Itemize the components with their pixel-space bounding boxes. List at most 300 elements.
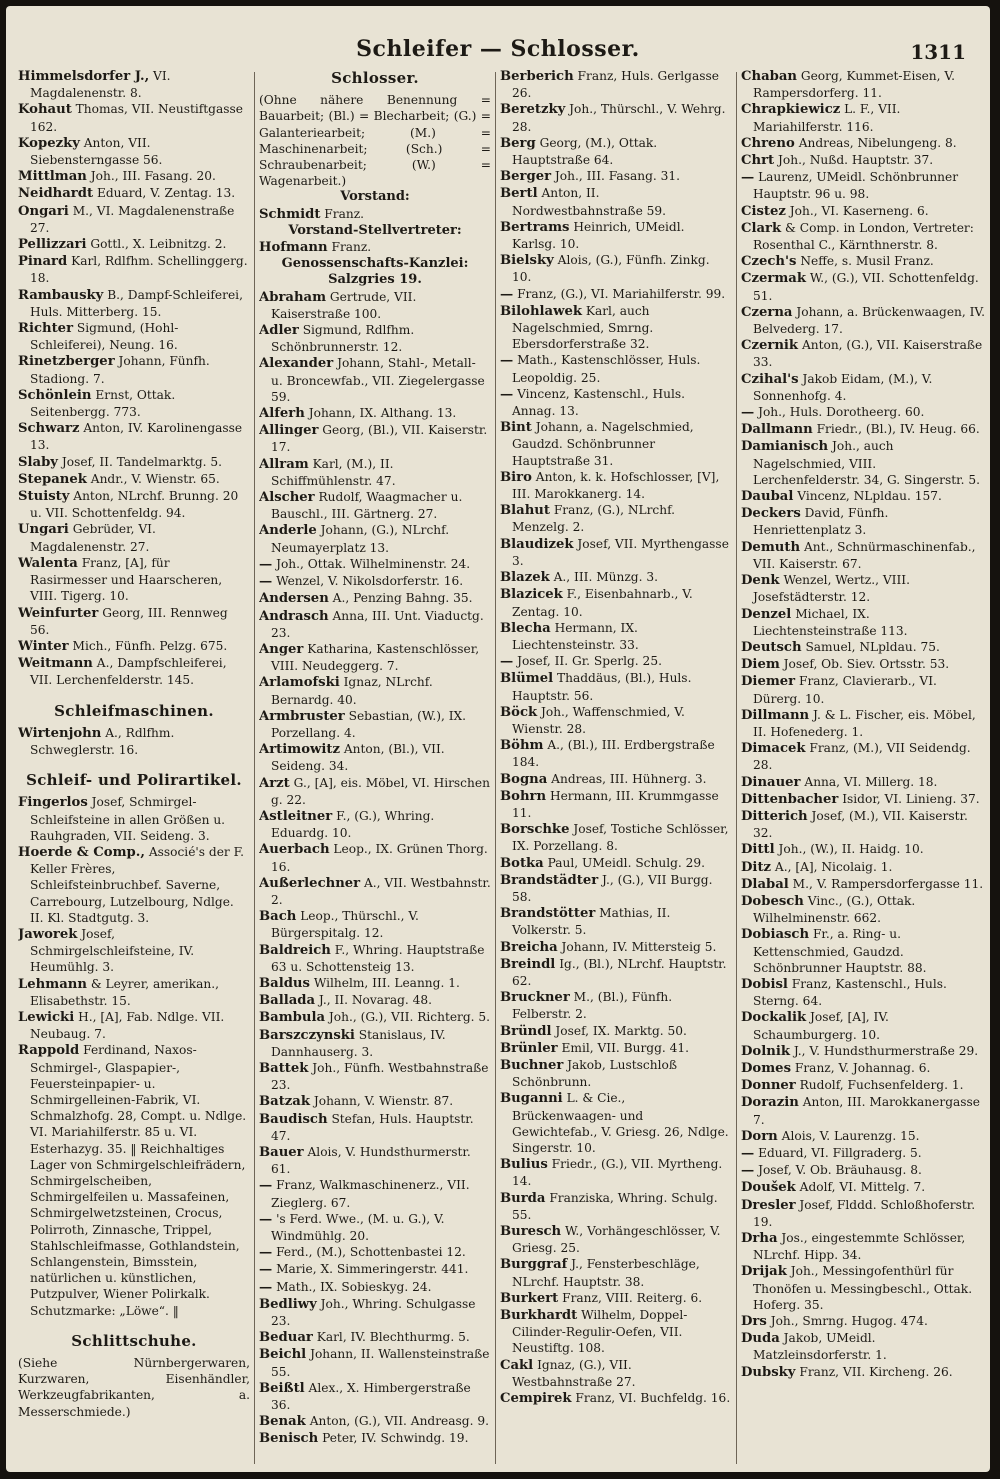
directory-entry	[259, 975, 491, 992]
entry-name: Brandstötter	[500, 906, 596, 922]
directory-entry	[18, 101, 250, 134]
directory-entry	[500, 185, 732, 218]
directory-entry	[741, 505, 985, 538]
entry-name: Baudisch	[259, 1111, 328, 1127]
entry-name: Bulius	[500, 1157, 548, 1173]
entry-name: —	[741, 170, 755, 186]
entry-details: Wilhelm, Doppel-Cilinder-Regulir-Oefen, VII. Neustiftg. 108.	[512, 1308, 688, 1356]
entry-name: Borschke	[500, 822, 570, 838]
entry-name: Chaban	[741, 69, 797, 84]
entry-name: Blahut	[500, 503, 550, 519]
entry-name: Lewicki	[18, 1009, 75, 1025]
entry-name: Czerna	[741, 304, 793, 320]
entry-details: Michael, IX. Liechtensteinstraße 113.	[753, 606, 908, 638]
entry-name: —	[500, 353, 514, 369]
entry-name: Buganni	[500, 1091, 563, 1107]
entry-name: Stuisty	[18, 489, 70, 505]
entry-name: Beißtl	[259, 1380, 305, 1396]
entry-details: Associé's der F. Keller Frères, Schleifsteinbruchbef. Saverne, Carrebourg, Lutzelbourg, Ndlge. II. Kl. Stadtgutg. 3.	[30, 844, 245, 925]
entry-name: Ungari	[18, 522, 69, 538]
entry-name: —	[259, 556, 273, 572]
directory-entry	[18, 844, 250, 926]
entry-details: Adolf, VI. Mittelg. 7.	[799, 1180, 926, 1195]
entry-name: Richter	[18, 321, 74, 337]
entry-name: Slaby	[18, 454, 58, 470]
entry-name: Bint	[500, 420, 532, 436]
directory-entry	[500, 670, 732, 703]
entry-details: Franz, Kastenschl., Huls. Sterng. 64.	[753, 976, 947, 1009]
entry-name: Chrapkiewicz	[741, 102, 841, 118]
directory-entry	[259, 1380, 491, 1413]
entry-details: Alex., X. Himbergerstraße 36.	[271, 1380, 471, 1413]
entry-details: Franz.	[331, 240, 372, 255]
entry-details: M., (Bl.), Fünfh. Felberstr. 2.	[512, 990, 673, 1022]
entry-details: Joh., auch Nagelschmied, VIII. Lerchenfelderstr. 34, G. Singerstr. 5.	[753, 439, 980, 487]
directory-entry	[500, 386, 732, 419]
entry-name: Benak	[259, 1414, 306, 1430]
entry-details: Anna, VI. Millerg. 18.	[804, 774, 938, 789]
directory-entry	[259, 573, 491, 590]
directory-entry	[500, 419, 732, 469]
entry-name: Bründl	[500, 1023, 552, 1039]
entry-name: Neidhardt	[18, 186, 94, 202]
entry-name: Deckers	[741, 506, 801, 522]
entry-details: Joh., Waffenschmied, V. Wienstr. 28.	[512, 704, 685, 736]
entry-name: Dimacek	[741, 741, 806, 757]
entry-name: Böck	[500, 704, 538, 720]
entry-details: Jakob, UMeidl. Matzleinsdorferstr. 1.	[753, 1331, 887, 1363]
entry-name: Außerlechner	[259, 875, 361, 891]
entry-details: Franz.	[324, 206, 364, 221]
directory-entry	[259, 206, 491, 223]
entry-name: Bogna	[500, 771, 548, 787]
entry-name: —	[500, 286, 514, 302]
entry-name: Dresler	[741, 1197, 796, 1213]
directory-entry	[741, 1162, 985, 1179]
entry-details: Anna, III. Unt. Viaductg. 23.	[271, 608, 484, 640]
directory-entry	[500, 101, 732, 134]
entry-details: A., (Bl.), III. Erdbergstraße 184.	[512, 738, 715, 770]
directory-entry	[259, 405, 491, 422]
entry-details: Karl, IV. Blechthurmg. 5.	[316, 1330, 470, 1345]
directory-entry	[18, 387, 250, 420]
entry-name: Stepanek	[18, 471, 87, 487]
entry-details: Johann, Fünfh. Stadiong. 7.	[30, 354, 210, 386]
directory-entry	[741, 101, 985, 134]
directory-entry	[741, 421, 985, 438]
entry-name: Cempirek	[500, 1391, 572, 1407]
entry-details: Alois, V. Hundsthurmerstr. 61.	[271, 1145, 471, 1177]
directory-entry	[18, 287, 250, 320]
entry-name: Cakl	[500, 1357, 534, 1373]
entry-name: Ditz	[741, 859, 772, 875]
directory-entry	[18, 68, 250, 101]
entry-details: Emil, VII. Burgg. 41.	[561, 1040, 690, 1055]
directory-entry	[741, 1197, 985, 1230]
directory-entry	[259, 708, 491, 741]
directory-entry	[741, 976, 985, 1009]
entry-details: Johann, IX. Althang. 13.	[308, 406, 457, 421]
directory-entry	[18, 1009, 250, 1042]
entry-name: Pellizzari	[18, 237, 87, 253]
entry-details: M., VI. Magdalenenstraße 27.	[30, 203, 235, 235]
directory-entry	[741, 1145, 985, 1162]
directory-entry	[741, 673, 985, 706]
directory-entry	[500, 788, 732, 821]
entry-name: Hofmann	[259, 240, 328, 256]
directory-entry	[500, 1223, 732, 1256]
entry-name: Allinger	[259, 423, 319, 439]
entry-name: Schwarz	[18, 421, 80, 437]
entry-name: Clark	[741, 220, 782, 236]
directory-entry	[500, 1057, 732, 1090]
directory-entry	[741, 169, 985, 202]
entry-name: Anger	[259, 641, 304, 657]
page-title: Schleifer — Schlosser.	[356, 36, 640, 62]
section-note: (Ohne nähere Benennung = Bauarbeit; (Bl.) = Blecharbeit; (G.) = Galanteriearbeit; (M.) = Maschinenarbeit; (Sch.) = Schraubenarbeit; (W.) = Wagenarbeit.)	[259, 93, 491, 189]
entry-name: Adler	[259, 323, 299, 339]
directory-entry	[500, 704, 732, 737]
entry-details: Josef, IX. Marktg. 50.	[555, 1023, 687, 1038]
entry-name: Bambula	[259, 1010, 326, 1026]
entry-name: Batzak	[259, 1094, 310, 1110]
entry-details: Alois, (G.), Fünfh. Zinkg. 10.	[512, 253, 710, 285]
entry-name: Benisch	[259, 1431, 319, 1447]
entry-name: Dlabal	[741, 876, 789, 892]
entry-name: Daubal	[741, 489, 794, 505]
entry-details: Heinrich, UMeidl. Karlsg. 10.	[512, 219, 685, 252]
entry-details: Josef, [A], IV. Schaumburgerg. 10.	[753, 1010, 889, 1042]
entry-name: Bauer	[259, 1145, 304, 1160]
entry-details: J., II. Novarag. 48.	[318, 993, 433, 1008]
directory-entry	[259, 1060, 491, 1093]
entry-details: Rudolf, Fuchsenfelderg. 1.	[799, 1078, 964, 1093]
entry-name: Blazek	[500, 570, 550, 586]
directory-entry	[259, 1027, 491, 1060]
directory-entry	[18, 1042, 250, 1318]
directory-entry	[500, 286, 732, 303]
entry-details: M., V. Rampersdorfergasse 11.	[792, 876, 984, 891]
entry-details: Ignaz, (G.), VII. Westbahnstraße 27.	[512, 1357, 636, 1389]
entry-details: Jakob, Lustschloß Schönbrunn.	[512, 1057, 677, 1090]
entry-details: Josef, (M.), VII. Kaiserstr. 32.	[753, 808, 968, 841]
directory-entry	[18, 320, 250, 353]
directory-entry	[259, 741, 491, 774]
entry-name: Dittl	[741, 842, 775, 858]
directory-entry	[741, 1330, 985, 1363]
entry-name: Denk	[741, 573, 780, 589]
entry-details: Wilhelm, III. Leanng. 1.	[313, 975, 460, 990]
entry-name: Buresch	[500, 1224, 562, 1240]
entry-name: Ongari	[18, 203, 69, 219]
entry-name: Rappold	[18, 1043, 80, 1059]
entry-details: Sigmund, Rdlfhm. Schönbrunnerstr. 12.	[271, 323, 415, 355]
entry-details: Vincenz, Kastenschl., Huls. Annag. 13.	[512, 386, 685, 419]
entry-details: G., [A], eis. Möbel, VI. Hirschen g. 22.	[271, 775, 490, 807]
entry-name: Dorazin	[741, 1095, 799, 1111]
directory-entry	[741, 876, 985, 893]
entry-details: Karl, auch Nagelschmied, Smrng. Ebersdorferstraße 32.	[512, 303, 654, 352]
directory-entry	[259, 239, 491, 256]
entry-details: Friedr., (G.), VII. Myrtheng. 14.	[512, 1157, 723, 1189]
directory-entry	[259, 456, 491, 489]
entry-name: Domes	[741, 1060, 792, 1076]
directory-entry	[741, 488, 985, 505]
entry-name: Wirtenjohn	[18, 725, 102, 741]
entry-name: Brünler	[500, 1040, 558, 1056]
entry-details: Franz, Walkmaschinenerz., VII. Zieglerg. 67.	[271, 1178, 470, 1210]
entry-name: Schönlein	[18, 387, 92, 403]
entry-name: Buchner	[500, 1057, 564, 1073]
entry-details: Stefan, Huls. Hauptstr. 47.	[271, 1111, 474, 1143]
entry-name: Dobesch	[741, 893, 804, 909]
directory-entry	[259, 1009, 491, 1026]
entry-name: Rambausky	[18, 287, 104, 303]
running-head	[6, 6, 990, 68]
directory-entry	[18, 926, 250, 976]
directory-entry	[500, 956, 732, 989]
entry-name: Blaudizek	[500, 536, 574, 552]
entry-name: —	[259, 1262, 273, 1278]
directory-page	[6, 6, 990, 1472]
entry-details: Franziska, Whring. Schulg. 55.	[512, 1190, 718, 1222]
entry-name: Barszczynski	[259, 1027, 355, 1043]
entry-name: Arzt	[259, 775, 290, 791]
entry-details: Friedr., (Bl.), IV. Heug. 66.	[816, 422, 980, 437]
entry-details: Jos., eingestemmte Schlösser, NLrchf. Hipp. 34.	[753, 1231, 966, 1263]
entry-details: Alois, V. Laurenzg. 15.	[781, 1128, 920, 1143]
directory-entry	[500, 939, 732, 956]
entry-name: Beduar	[259, 1330, 313, 1346]
directory-entry	[18, 353, 250, 386]
entry-details: Eduard, V. Zentag. 13.	[96, 186, 236, 201]
directory-entry	[741, 1060, 985, 1077]
directory-entry	[500, 303, 732, 353]
entry-name: Alexander	[259, 356, 334, 372]
directory-entry	[500, 872, 732, 905]
entry-details: Anton, II. Nordwestbahnstraße 59.	[512, 186, 667, 218]
directory-entry	[259, 1093, 491, 1110]
entry-name: Bielsky	[500, 253, 554, 269]
entry-details: Johann, IV. Mittersteig 5.	[561, 939, 717, 954]
entry-details: Jakob Eidam, (M.), V. Sonnenhofg. 4.	[753, 371, 933, 403]
entry-details: Karl, Rdlfhm. Schellinggerg. 18.	[30, 254, 248, 286]
directory-entry	[18, 521, 250, 554]
entry-name: Drs	[741, 1314, 767, 1330]
section-heading: Schleif- und Polirartikel.	[26, 771, 242, 790]
directory-entry	[18, 203, 250, 236]
entry-details: Andreas, Nibelungeng. 8.	[798, 135, 957, 150]
entry-details: Georg, (Bl.), VII. Kaiserstr. 17.	[271, 423, 488, 455]
directory-entry	[500, 1357, 732, 1390]
entry-details: Vinc., (G.), Ottak. Wilhelminenstr. 662.	[753, 893, 916, 926]
directory-entry	[18, 420, 250, 453]
directory-entry	[741, 203, 985, 220]
entry-name: Beichl	[259, 1347, 307, 1363]
entry-details: Thomas, VII. Neustiftgasse 162.	[30, 102, 243, 134]
entry-name: —	[259, 1178, 273, 1194]
directory-entry	[741, 1230, 985, 1263]
subheading: Vorstand-Stellvertreter:	[288, 222, 462, 238]
directory-entry	[259, 908, 491, 941]
entry-name: Drha	[741, 1231, 778, 1247]
directory-entry	[741, 1179, 985, 1196]
directory-entry	[18, 605, 250, 638]
entry-details: Rudolf, Waagmacher u. Bauschl., III. Gärtnerg. 27.	[271, 490, 463, 522]
directory-entry	[259, 1177, 491, 1210]
entry-details: J. & L. Fischer, eis. Möbel, II. Hofenederg. 1.	[753, 707, 976, 739]
entry-details: Hermann, III. Krummgasse 11.	[512, 788, 719, 820]
directory-entry	[741, 135, 985, 152]
entry-name: Bedliwy	[259, 1296, 317, 1312]
entry-details: A., Dampfschleiferei, VII. Lerchenfelderstr. 145.	[30, 656, 227, 688]
entry-name: Berg	[500, 135, 536, 151]
entry-name: Alscher	[259, 490, 315, 506]
entry-details: Anton, (Bl.), VII. Seideng. 34.	[271, 742, 445, 774]
directory-entry	[741, 774, 985, 791]
entry-details: Ernst, Ottak. Seitenbergg. 773.	[30, 387, 176, 420]
entry-name: —	[741, 1146, 755, 1161]
directory-entry	[500, 1190, 732, 1223]
subheading: Genossenschafts-Kanzlei:	[281, 256, 469, 272]
column-2	[259, 68, 491, 1468]
entry-name: Diemer	[741, 674, 796, 690]
entry-details: Math., IX. Sobieskyg. 24.	[276, 1279, 432, 1294]
column-4	[741, 68, 985, 1468]
entry-name: Burggraf	[500, 1257, 568, 1273]
entry-name: Dubsky	[741, 1364, 796, 1380]
entry-name: —	[259, 1245, 273, 1261]
entry-details: Ig., (Bl.), NLrchf. Hauptstr. 62.	[512, 956, 727, 988]
entry-details: Gertrude, VII. Kaiserstraße 100.	[271, 289, 417, 321]
entry-name: Andersen	[259, 591, 329, 607]
entry-details: Franz, (G.), NLrchf. Menzelg. 2.	[512, 503, 676, 535]
entry-details: B., Dampf-Schleiferei, Huls. Mitterberg. 15.	[30, 287, 243, 319]
directory-entry	[500, 536, 732, 569]
entry-name: Dillmann	[741, 707, 810, 723]
entry-name: Dallmann	[741, 422, 813, 438]
entry-name: Kohaut	[18, 102, 72, 118]
entry-details: Anton, k. k. Hofschlosser, [V], III. Marokkanerg. 14.	[512, 469, 720, 502]
entry-details: 's Ferd. Wwe., (M. u. G.), V. Windmühlg. 20.	[271, 1211, 445, 1244]
entry-details: Franz, [A], für Rasirmesser und Haarscheren, VIII. Tigerg. 10.	[30, 555, 223, 604]
entry-name: —	[259, 1211, 273, 1227]
entry-details: Georg, Kummet-Eisen, V. Rampersdorferg. 11.	[753, 69, 955, 101]
directory-entry	[500, 620, 732, 653]
directory-entry	[500, 1156, 732, 1189]
directory-entry	[259, 942, 491, 975]
entry-details: Georg, III. Rennweg 56.	[30, 605, 228, 637]
entry-details: F., (G.), Whring. Eduardg. 10.	[271, 808, 435, 841]
directory-entry	[741, 1043, 985, 1060]
entry-name: Artimowitz	[259, 742, 340, 758]
directory-entry	[500, 1023, 732, 1040]
entry-name: —	[259, 574, 273, 590]
directory-entry	[741, 253, 985, 270]
directory-entry	[259, 1430, 491, 1447]
directory-entry	[500, 737, 732, 770]
entry-details: L. & Cie., Brückenwaagen- und Gewichtefab., V. Griesg. 26, Ndlge. Singerstr. 10.	[512, 1091, 729, 1155]
entry-details: J., (G.), VII Burgg. 58.	[512, 872, 713, 904]
directory-entry	[259, 808, 491, 841]
subheading: Vorstand:	[340, 189, 410, 205]
entry-details: Josef, Schmirgel-Schleifsteine in allen Größen u. Rauhgraden, VII. Seideng. 3.	[30, 795, 226, 843]
entry-details: Anton, IV. Karolinengasse 13.	[30, 421, 243, 453]
entry-details: Ferdinand, Naxos-Schmirgel-, Glaspapier-, Feuersteinpapier- u. Schmirgelleinen-Fabrik, VI. Schmalzhofg. 28, Compt. u. Ndlge. VI. Mariahilferstr. 85 u. VI. Esterhazyg. 35. ‖ Reichhaltiges Lager von Schmirgelschleifrädern, Schmirgelscheiben, Schmirgelfeilen u. Massafeinen, Schmirgelwetzsteinen, Crocus, Polirroth, Zinnasche, Trippel, Stahlschleifmasse, Gothlandstein, Schlangenstein, Bimsstein, natürlichen u. künstlichen, Putzpulver, Wiener Polirkalk. Schutzmarke: „Löwe“. ‖	[30, 1043, 247, 1318]
entry-name: Andrasch	[259, 608, 329, 624]
entry-details: Ant., Schnürmaschinenfab., VII. Kaiserstr. 67.	[753, 539, 976, 571]
entry-details: Franz, (G.), VI. Mariahilferstr. 99.	[517, 286, 726, 301]
entry-name: Berger	[500, 169, 552, 185]
entry-details: H., [A], Fab. Ndlge. VII. Neubaug. 7.	[30, 1009, 225, 1042]
entry-name: Breindl	[500, 956, 556, 972]
entry-details: & Comp. in London, Vertreter: Rosenthal C., Kärnthnerstr. 8.	[753, 220, 974, 253]
columns	[6, 68, 990, 1468]
entry-name: Duda	[741, 1331, 780, 1347]
entry-details: Mich., Fünfh. Pelzg. 675.	[72, 638, 228, 653]
entry-details: A., VII. Westbahnstr. 2.	[271, 875, 491, 907]
entry-details: Joh., III. Fasang. 20.	[90, 169, 216, 184]
column-1	[18, 68, 250, 1468]
entry-details: Isidor, VI. Linieng. 37.	[842, 791, 980, 806]
entry-details: Josef, V. Ob. Bräuhausg. 8.	[758, 1163, 922, 1178]
directory-entry	[741, 859, 985, 876]
entry-name: Schmidt	[259, 206, 321, 222]
entry-details: Josef, Schmirgelschleifsteine, IV. Heumühlg. 3.	[30, 926, 195, 975]
entry-details: Sebastian, (W.), IX. Porzellang. 4.	[271, 708, 467, 740]
entry-details: Joh., (W.), II. Haidg. 10.	[778, 842, 924, 857]
directory-entry	[741, 220, 985, 253]
entry-details: Peter, IV. Schwindg. 19.	[322, 1431, 469, 1446]
directory-entry	[500, 1040, 732, 1057]
entry-details: Katharina, Kastenschlösser, VIII. Neudeggerg. 7.	[271, 641, 480, 674]
entry-details: & Leyrer, amerikan., Elisabethstr. 15.	[30, 976, 220, 1008]
entry-name: Czihal's	[741, 371, 799, 387]
directory-entry	[259, 775, 491, 808]
entry-details: Joh., Nußd. Hauptstr. 37.	[778, 153, 934, 168]
entry-name: Rinetzberger	[18, 354, 115, 370]
directory-entry	[741, 304, 985, 337]
entry-name: Demuth	[741, 539, 801, 555]
entry-name: Blümel	[500, 671, 554, 687]
directory-entry	[500, 502, 732, 535]
entry-name: Armbruster	[259, 708, 345, 724]
entry-details: Josef, Ob. Siev. Ortsstr. 53.	[783, 657, 950, 672]
directory-entry	[18, 655, 250, 688]
column-3	[500, 68, 732, 1468]
entry-name: Chreno	[741, 135, 795, 151]
entry-details: A., Penzing Bahng. 35.	[332, 591, 473, 606]
directory-entry	[741, 1009, 985, 1042]
entry-details: A., Rdlfhm. Schweglerstr. 16.	[30, 725, 175, 757]
entry-details: Vincenz, NLpldau. 157.	[797, 489, 942, 504]
directory-entry	[259, 1413, 491, 1430]
directory-entry	[741, 926, 985, 976]
entry-details: Johann, a. Brückenwaagen, IV. Belvederg. 17.	[753, 304, 985, 337]
entry-name: Winter	[18, 638, 69, 654]
directory-entry	[259, 289, 491, 322]
entry-name: Mittlman	[18, 169, 87, 185]
entry-details: Anton, VII. Siebensterngasse 56.	[30, 135, 163, 168]
directory-entry	[259, 1111, 491, 1144]
entry-name: Lehmann	[18, 976, 87, 992]
directory-entry	[500, 1090, 732, 1156]
directory-entry	[259, 1244, 491, 1261]
entry-details: David, Fünfh. Henriettenplatz 3.	[753, 506, 889, 538]
entry-name: Burkert	[500, 1290, 559, 1306]
entry-name: Auerbach	[259, 842, 330, 858]
entry-name: Dobisl	[741, 976, 788, 992]
